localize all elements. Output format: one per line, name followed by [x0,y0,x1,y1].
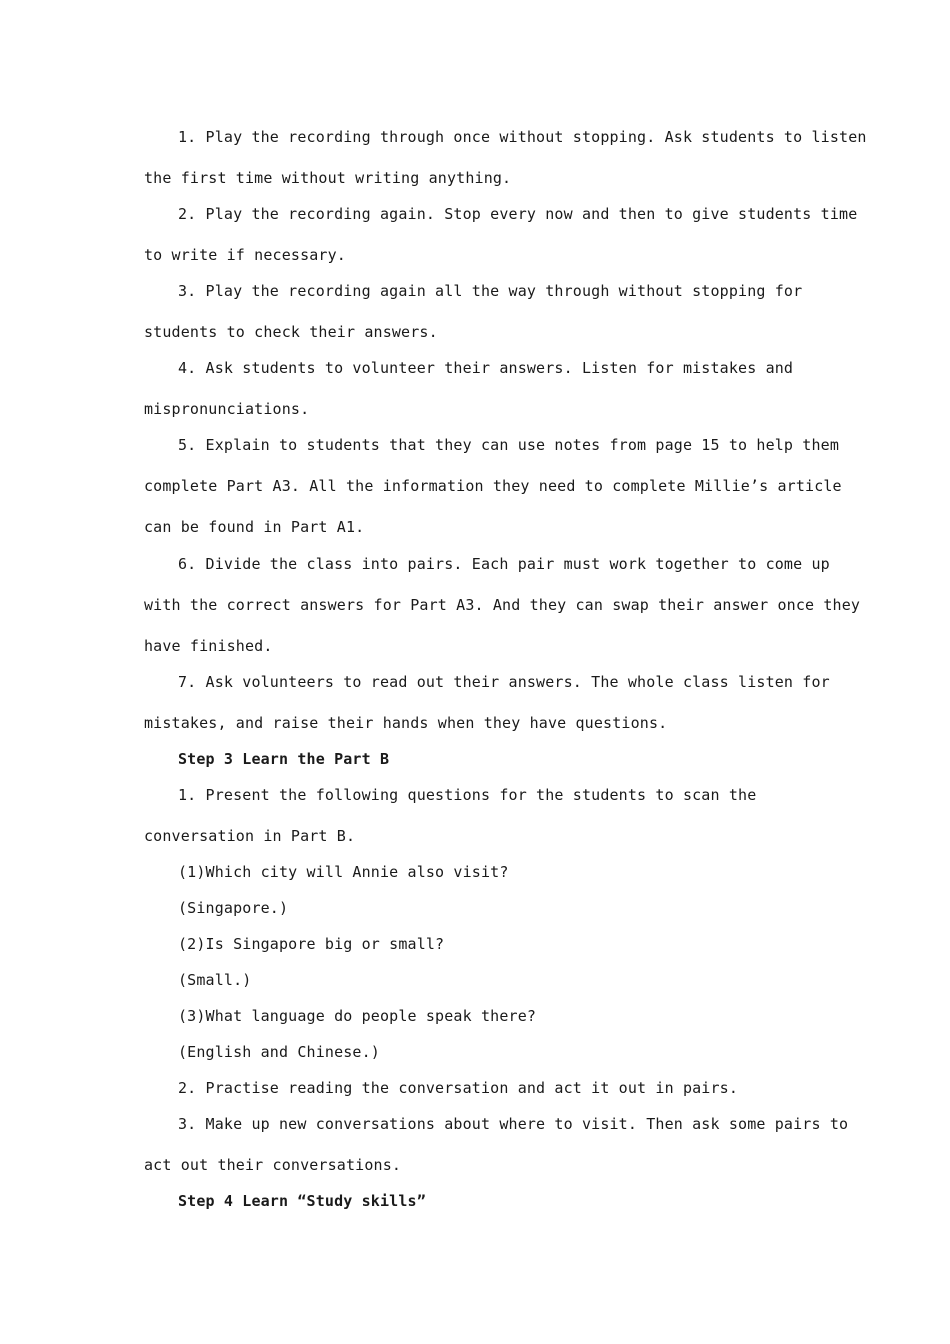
answer-line: (Singapore.) [178,899,289,917]
paragraph-line: 2. Practise reading the conversation and act it out in pairs. [178,1079,739,1097]
question-line: (3)What language do people speak there? [178,1007,537,1025]
paragraph-line: 1. Present the following questions for the students to scan the [178,786,757,804]
step-heading: Step 3 Learn the Part B [178,750,390,768]
paragraph-line: 3. Make up new conversations about where to visit. Then ask some pairs to [178,1115,849,1133]
answer-line: (English and Chinese.) [178,1043,380,1061]
paragraph-line: 6. Divide the class into pairs. Each pair must work together to come up [178,555,830,573]
paragraph-line: 1. Play the recording through once without stopping. Ask students to listen [178,128,867,146]
paragraph-line: 2. Play the recording again. Stop every now and then to give students time [178,205,858,223]
step-heading: Step 4 Learn “Study skills” [178,1192,426,1210]
paragraph-line: conversation in Part B. [144,827,356,845]
paragraph-line: complete Part A3. All the information they need to complete Millie’s article [144,477,842,495]
paragraph-line: to write if necessary. [144,246,346,264]
paragraph-line: the first time without writing anything. [144,169,512,187]
paragraph-line: act out their conversations. [144,1156,402,1174]
paragraph-line: students to check their answers. [144,323,438,341]
paragraph-line: 4. Ask students to volunteer their answers. Listen for mistakes and [178,359,794,377]
paragraph-line: 5. Explain to students that they can use notes from page 15 to help them [178,436,840,454]
paragraph-line: with the correct answers for Part A3. And they can swap their answer once they [144,596,861,614]
paragraph-line: have finished. [144,637,273,655]
paragraph-line: can be found in Part A1. [144,518,365,536]
paragraph-line: mispronunciations. [144,400,310,418]
question-line: (1)Which city will Annie also visit? [178,863,509,881]
paragraph-line: mistakes, and raise their hands when they have questions. [144,714,668,732]
answer-line: (Small.) [178,971,252,989]
paragraph-line: 3. Play the recording again all the way through without stopping for [178,282,803,300]
paragraph-line: 7. Ask volunteers to read out their answers. The whole class listen for [178,673,830,691]
question-line: (2)Is Singapore big or small? [178,935,445,953]
